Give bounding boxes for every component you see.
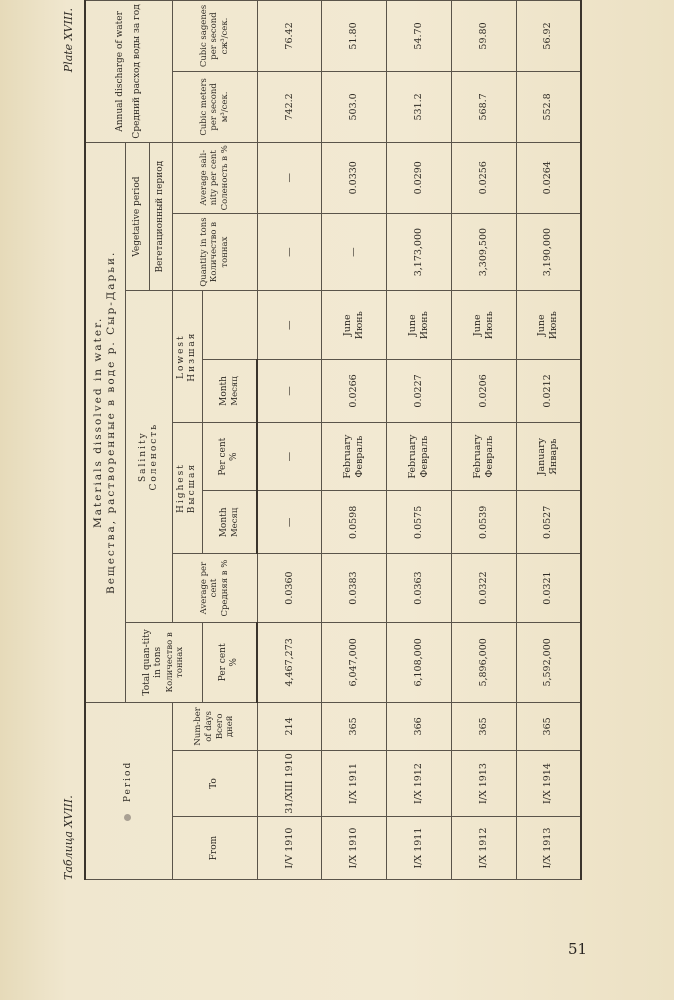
plate-label-en: Plate XVIII. [62,8,75,73]
cell-to: 31/XIII 1910 [257,750,322,816]
lowest-header: Lowest Низшая [172,291,202,422]
salinity-header: Salinity Соленость [125,291,172,622]
cell-total: 5,896,000 [451,622,516,702]
cell-lo-pct: 0.0206 [451,360,516,423]
from-header: From [172,817,257,880]
period-header: Period [85,702,172,879]
hi-month-header: Month Месяц [202,491,257,554]
cell-cum: 503.0 [322,71,387,142]
table-label-ru: Таблица XVIII. [62,795,75,880]
cell-lo-month: June Июнь [516,291,581,360]
cell-total: 6,108,000 [387,622,452,702]
cell-cum: 568.7 [451,71,516,142]
cell-hi-month: February Февраль [322,422,387,491]
cell-cus: 56.92 [516,1,581,72]
cell-cum: 531.2 [387,71,452,142]
cell-total: 6,047,000 [322,622,387,702]
lo-pct-header: Per cent % [202,422,257,491]
cell-to: I/X 1914 [516,750,581,816]
cell-total: 4,467,273 [257,622,322,702]
materials-title-ru: Вещества, растворенные в воде р. Сыр-Дарьи. [105,250,118,594]
cell-lo-month: June Июнь [322,291,387,360]
cell-veg-qty: — [257,213,322,291]
materials-header [85,142,125,702]
cell-from: I/X 1912 [451,817,516,880]
discharge-header [85,1,172,143]
cell-veg-sal: 0.0330 [322,142,387,213]
cell-avg: 0.0383 [322,554,387,623]
cus-header: Cubic sagenes per second сж³/сек. [172,1,257,72]
cell-lo-month: — [257,291,322,360]
cell-hi-pct: 0.0575 [387,491,452,554]
table-row [516,1,581,880]
cell-cus: 76.42 [257,1,322,72]
cell-from: I/V 1910 [257,817,322,880]
cell-hi-pct: 0.0539 [451,491,516,554]
cell-from: I/X 1913 [516,817,581,880]
avg-pct-header: Average per cent Средняя в % [172,554,257,623]
cell-days: 365 [516,702,581,750]
cell-lo-pct: 0.0266 [322,360,387,423]
table-row [322,1,387,880]
rotated-table-block [62,0,582,880]
cell-hi-month: February Февраль [451,422,516,491]
cell-days: 365 [451,702,516,750]
cell-lo-month: June Июнь [451,291,516,360]
to-header: To [172,750,257,816]
cell-cum: 742.2 [257,71,322,142]
table-row [451,1,516,880]
hi-pct-header: Per cent % [202,622,257,702]
cell-total: 5,592,000 [516,622,581,702]
cell-hi-month: — [257,422,322,491]
cell-cus: 54.70 [387,1,452,72]
veg-qty-header: Quantity in tons Количество в тоннах [172,213,257,291]
cell-avg: 0.0360 [257,554,322,623]
cell-hi-pct: — [257,491,322,554]
cell-to: I/X 1912 [387,750,452,816]
cell-lo-month: June Июнь [387,291,452,360]
cell-to: I/X 1911 [322,750,387,816]
cell-lo-pct: — [257,360,322,423]
cell-veg-sal: 0.0290 [387,142,452,213]
cell-to: I/X 1913 [451,750,516,816]
cell-cus: 59.80 [451,1,516,72]
cell-veg-qty: 3,173,000 [387,213,452,291]
cell-hi-month: February Февраль [387,422,452,491]
discharge-title-ru: Средний расход воды за год [131,4,142,139]
total-qty-header: Total quan-tity in tons Количество в тоннах [125,622,202,702]
cell-veg-sal: 0.0264 [516,142,581,213]
discharge-title-en: Annual discharge of water [114,11,125,132]
cell-lo-pct: 0.0212 [516,360,581,423]
table-row [257,1,322,880]
cell-hi-pct: 0.0527 [516,491,581,554]
cell-days: 214 [257,702,322,750]
lo-month-header: Month Месяц [202,360,257,423]
cell-cus: 51.80 [322,1,387,72]
cell-lo-pct: 0.0227 [387,360,452,423]
cell-from: I/X 1911 [387,817,452,880]
materials-title-en: Materials dissolved in water. [92,316,105,528]
cell-from: I/X 1910 [322,817,387,880]
cell-veg-sal: 0.0256 [451,142,516,213]
cell-avg: 0.0363 [387,554,452,623]
vegetative-header: Vegetative period [125,142,149,291]
highest-header: Highest Высшая [172,422,202,553]
cell-veg-qty: 3,190,000 [516,213,581,291]
cell-days: 365 [322,702,387,750]
cell-veg-qty: 3,309,500 [451,213,516,291]
vegetative-header-ru: Вегетационный период [150,142,172,291]
cell-avg: 0.0322 [451,554,516,623]
days-header: Num-ber of days Всего дней [172,702,257,750]
veg-sal-header: Average sali-nity per cent Соленость в % [172,142,257,213]
cell-veg-qty: — [322,213,387,291]
page-number: 51 [568,940,588,958]
cell-hi-month: January Январь [516,422,581,491]
salinity-table [84,0,582,880]
table-row [387,1,452,880]
cell-avg: 0.0321 [516,554,581,623]
cell-hi-pct: 0.0598 [322,491,387,554]
cell-days: 366 [387,702,452,750]
cum-header: Cubic meters per second м³/сек. [172,71,257,142]
cell-veg-sal: — [257,142,322,213]
punch-hole-mark [124,814,131,821]
cell-cum: 552.8 [516,71,581,142]
